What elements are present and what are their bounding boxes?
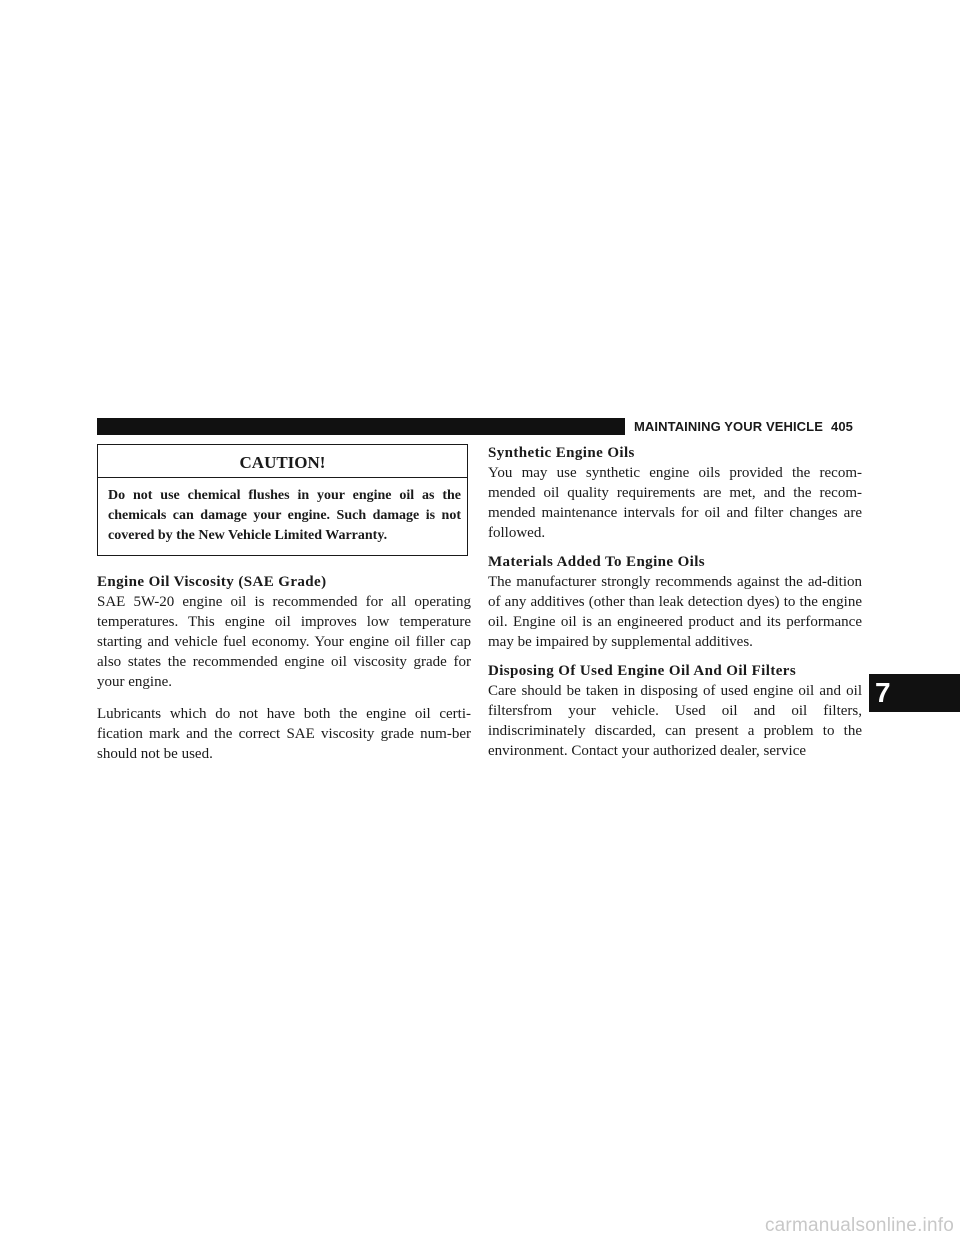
section-title: MAINTAINING YOUR VEHICLE [634, 419, 823, 434]
caution-text: Do not use chemical flushes in your engine oil as the chemicals can damage your engine. Such damage is not covered by the New Vehicle Limited Warranty. [108, 488, 461, 543]
caution-title: CAUTION! [98, 445, 467, 478]
chapter-tab [869, 674, 960, 712]
lubricants-paragraph: Lubricants which do not have both the engine oil certi-fication mark and the correct SAE viscosity grade num-ber should not be used. [97, 706, 471, 762]
header-rule [97, 418, 625, 435]
viscosity-heading: Engine Oil Viscosity (SAE Grade) [97, 574, 327, 590]
caution-box [97, 444, 468, 556]
disposal-heading: Disposing Of Used Engine Oil And Oil Filters [488, 663, 797, 679]
left-column [97, 444, 471, 764]
watermark: carmanualsonline.info [764, 1215, 954, 1236]
synthetic-oils-heading: Synthetic Engine Oils [488, 445, 635, 461]
additives-paragraph: The manufacturer strongly recommends against the ad-dition of any additives (other than leak detection dyes) to the engine oil. Engine oil is an engineered product and its performance may be impaired by supplemental additives. [488, 574, 862, 650]
running-header [634, 418, 853, 435]
viscosity-paragraph: SAE 5W-20 engine oil is recommended for all operating temperatures. This engine oil improves low temperature starting and vehicle fuel economy. Your engine oil filler cap also states the recommended engine oil viscosity grade for your engine. [97, 594, 471, 690]
synthetic-oils-paragraph: You may use synthetic engine oils provided the recom-mended oil quality requirements are met, and the recom-mended maintenance intervals for oil and filter changes are followed. [488, 465, 862, 541]
disposal-paragraph: Care should be taken in disposing of used engine oil and oil filtersfrom your vehicle. Used oil and oil filters, indiscriminately discarded, can present a problem to the environment. Contact your authorized dealer, service [488, 683, 862, 759]
chapter-number: 7 [875, 677, 891, 708]
additives-heading: Materials Added To Engine Oils [488, 554, 706, 570]
page-number: 405 [830, 419, 853, 434]
right-column [488, 444, 862, 761]
